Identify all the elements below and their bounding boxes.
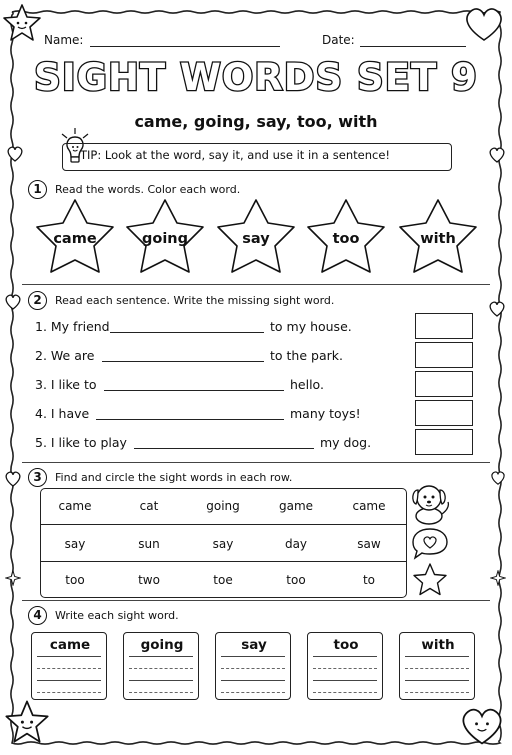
sentence-3-start: 3. I like to <box>35 377 97 392</box>
section-divider <box>22 284 490 285</box>
sentence-5-end: my dog. <box>320 435 372 450</box>
table-cell[interactable]: cat <box>139 499 159 513</box>
table-cell[interactable]: game <box>278 499 314 513</box>
sentence-4-blank[interactable] <box>96 419 284 420</box>
section-4-instruction: Write each sight word. <box>55 609 179 622</box>
page-subtitle: came, going, say, too, with <box>134 112 378 131</box>
section-4-number: 4 <box>28 606 47 625</box>
writing-guide-line <box>129 692 193 693</box>
speech-heart-icon <box>410 526 450 562</box>
table-cell[interactable]: say <box>212 537 234 551</box>
star-word: with <box>420 231 456 247</box>
answer-box-1[interactable] <box>415 313 473 339</box>
writing-guide-line <box>37 692 101 693</box>
date-field[interactable] <box>360 46 466 47</box>
heart-icon <box>488 300 506 318</box>
sentence-5-start: 5. I like to play <box>35 435 127 450</box>
smiling-star-icon <box>4 698 50 744</box>
table-cell[interactable]: sun <box>138 537 160 551</box>
star-icon <box>412 562 448 598</box>
writing-guide-line <box>221 680 285 681</box>
answer-box-3[interactable] <box>415 371 473 397</box>
writing-guide-line <box>313 668 377 669</box>
writing-guide-line <box>405 656 469 657</box>
section-3-instruction: Find and circle the sight words in each row. <box>55 471 293 484</box>
section-divider <box>22 600 490 601</box>
heart-icon <box>4 470 22 488</box>
writing-guide-line <box>129 656 193 657</box>
answer-box-2[interactable] <box>415 342 473 368</box>
heart-icon <box>490 470 506 486</box>
sentence-3-end: hello. <box>290 377 324 392</box>
heart-icon <box>462 4 506 44</box>
write-word: came <box>49 637 91 653</box>
star-word: going <box>141 231 188 247</box>
table-cell[interactable]: say <box>64 537 86 551</box>
answer-box-4[interactable] <box>415 400 473 426</box>
sentence-2-start: 2. We are <box>35 348 95 363</box>
writing-guide-line <box>129 680 193 681</box>
heart-icon <box>488 146 506 164</box>
table-cell[interactable]: too <box>286 573 306 587</box>
table-cell[interactable]: day <box>284 537 308 551</box>
row-divider <box>40 561 407 562</box>
table-cell[interactable]: toe <box>213 573 233 587</box>
section-2-instruction: Read each sentence. Write the missing sight word. <box>55 294 335 307</box>
writing-guide-line <box>37 668 101 669</box>
smiling-heart-icon <box>458 704 506 748</box>
sentence-1-start: 1. My friend <box>35 319 110 334</box>
section-3-number: 3 <box>28 468 47 487</box>
date-label: Date: <box>322 33 355 47</box>
writing-guide-line <box>313 692 377 693</box>
section-2-number: 2 <box>28 291 47 310</box>
star-word: came <box>53 231 97 247</box>
table-cell[interactable]: going <box>206 499 240 513</box>
writing-guide-line <box>221 656 285 657</box>
row-divider <box>40 524 407 525</box>
writing-guide-line <box>405 680 469 681</box>
tip-text: TIP: Look at the word, say it, and use it in a sentence! <box>80 148 391 162</box>
writing-guide-line <box>405 692 469 693</box>
star-word: say <box>242 231 270 247</box>
writing-guide-line <box>405 668 469 669</box>
write-word: with <box>421 637 455 653</box>
sentence-2-blank[interactable] <box>102 361 264 362</box>
sentence-3-blank[interactable] <box>104 390 284 391</box>
sentence-4-start: 4. I have <box>35 406 90 421</box>
writing-guide-line <box>37 680 101 681</box>
write-word: going <box>140 637 184 653</box>
star-word: too <box>332 231 360 247</box>
sentence-1-end: to my house. <box>270 319 352 334</box>
sentence-5-blank[interactable] <box>134 448 314 449</box>
writing-guide-line <box>37 656 101 657</box>
section-1-instruction: Read the words. Color each word. <box>55 183 241 196</box>
answer-box-5[interactable] <box>415 429 473 455</box>
table-cell[interactable]: saw <box>357 537 381 551</box>
name-field[interactable] <box>90 46 280 47</box>
sentence-2-end: to the park. <box>270 348 343 363</box>
writing-guide-line <box>221 692 285 693</box>
write-word: too <box>333 637 359 653</box>
table-cell[interactable]: came <box>352 499 386 513</box>
write-word: say <box>241 637 267 653</box>
sentence-1-blank[interactable] <box>110 332 264 333</box>
writing-guide-line <box>221 668 285 669</box>
table-cell[interactable]: too <box>65 573 85 587</box>
dog-icon <box>404 478 454 526</box>
smiling-star-icon <box>2 2 42 42</box>
sparkle-star-icon <box>5 570 21 586</box>
table-cell[interactable]: to <box>362 573 376 587</box>
heart-icon <box>6 145 24 163</box>
table-cell[interactable]: came <box>58 499 92 513</box>
section-divider <box>22 462 490 463</box>
table-cell[interactable]: two <box>138 573 160 587</box>
page-title: SIGHT WORDS SET 9 <box>34 56 478 99</box>
section-1-number: 1 <box>28 180 47 199</box>
writing-guide-line <box>313 656 377 657</box>
writing-guide-line <box>129 668 193 669</box>
heart-icon <box>4 293 22 311</box>
sentence-4-end: many toys! <box>290 406 361 421</box>
name-label: Name: <box>44 33 84 47</box>
sparkle-star-icon <box>490 570 506 586</box>
writing-guide-line <box>313 680 377 681</box>
